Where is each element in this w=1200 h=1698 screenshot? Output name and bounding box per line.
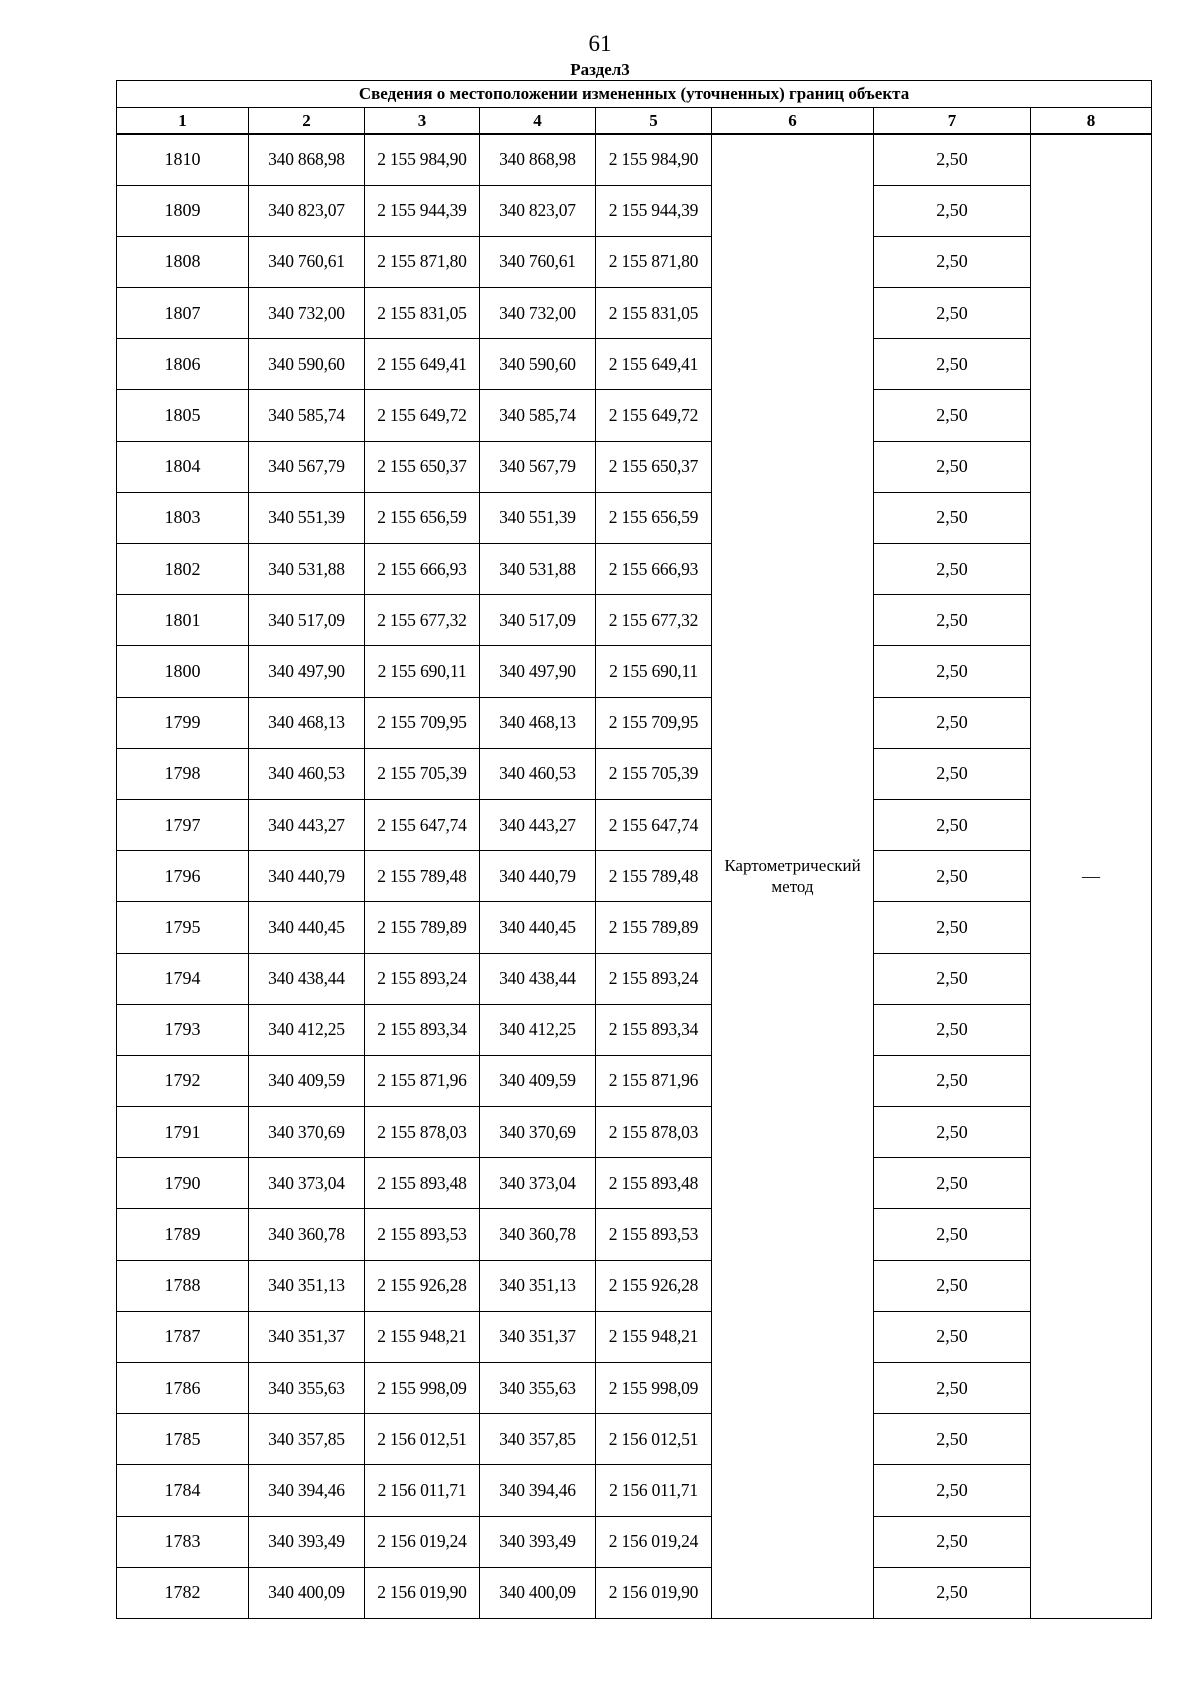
point-number-cell: 1805 — [117, 390, 249, 441]
boundary-coordinates-table — [116, 80, 1152, 1619]
point-number-cell: 1800 — [117, 646, 249, 697]
y-old-cell: 2 155 789,48 — [365, 851, 480, 902]
y-new-cell: 2 155 948,21 — [596, 1311, 712, 1362]
x-old-cell: 340 355,63 — [249, 1363, 365, 1414]
x-new-cell: 340 497,90 — [480, 646, 596, 697]
point-number-cell: 1789 — [117, 1209, 249, 1260]
accuracy-cell: 2,50 — [874, 1414, 1031, 1465]
y-new-cell: 2 155 831,05 — [596, 288, 712, 339]
y-old-cell: 2 156 019,24 — [365, 1516, 480, 1567]
x-new-cell: 340 517,09 — [480, 595, 596, 646]
table-row — [117, 1209, 1152, 1260]
accuracy-cell: 2,50 — [874, 1465, 1031, 1516]
y-new-cell: 2 155 649,41 — [596, 339, 712, 390]
table-row — [117, 1260, 1152, 1311]
x-new-cell: 340 760,61 — [480, 236, 596, 287]
accuracy-cell: 2,50 — [874, 595, 1031, 646]
table-row — [117, 1107, 1152, 1158]
accuracy-cell: 2,50 — [874, 339, 1031, 390]
accuracy-cell: 2,50 — [874, 748, 1031, 799]
column-8-cell — [1031, 134, 1152, 1618]
x-old-cell: 340 585,74 — [249, 390, 365, 441]
y-old-cell: 2 155 709,95 — [365, 697, 480, 748]
accuracy-cell: 2,50 — [874, 697, 1031, 748]
x-new-cell: 340 370,69 — [480, 1107, 596, 1158]
point-number-cell: 1783 — [117, 1516, 249, 1567]
y-old-cell: 2 155 984,90 — [365, 134, 480, 185]
column-number: 8 — [1031, 108, 1152, 135]
y-old-cell: 2 155 878,03 — [365, 1107, 480, 1158]
dash-value: — — [1082, 865, 1101, 886]
column-number: 4 — [480, 108, 596, 135]
y-new-cell: 2 155 984,90 — [596, 134, 712, 185]
column-number-row — [117, 108, 1152, 135]
table-row — [117, 1055, 1152, 1106]
y-new-cell: 2 155 893,24 — [596, 953, 712, 1004]
x-old-cell: 340 394,46 — [249, 1465, 365, 1516]
point-number-cell: 1801 — [117, 595, 249, 646]
y-old-cell: 2 155 998,09 — [365, 1363, 480, 1414]
point-number-cell: 1796 — [117, 851, 249, 902]
x-old-cell: 340 517,09 — [249, 595, 365, 646]
accuracy-cell: 2,50 — [874, 134, 1031, 185]
x-new-cell: 340 440,79 — [480, 851, 596, 902]
x-new-cell: 340 400,09 — [480, 1567, 596, 1618]
y-new-cell: 2 155 998,09 — [596, 1363, 712, 1414]
x-old-cell: 340 360,78 — [249, 1209, 365, 1260]
x-old-cell: 340 400,09 — [249, 1567, 365, 1618]
y-old-cell: 2 155 893,34 — [365, 1004, 480, 1055]
y-new-cell: 2 155 709,95 — [596, 697, 712, 748]
x-old-cell: 340 590,60 — [249, 339, 365, 390]
x-old-cell: 340 412,25 — [249, 1004, 365, 1055]
table-row — [117, 748, 1152, 799]
x-new-cell: 340 868,98 — [480, 134, 596, 185]
table-row — [117, 1567, 1152, 1618]
accuracy-cell: 2,50 — [874, 1260, 1031, 1311]
x-new-cell: 340 732,00 — [480, 288, 596, 339]
y-new-cell: 2 156 019,90 — [596, 1567, 712, 1618]
x-new-cell: 340 351,37 — [480, 1311, 596, 1362]
y-old-cell: 2 155 656,59 — [365, 492, 480, 543]
x-new-cell: 340 440,45 — [480, 902, 596, 953]
x-new-cell: 340 351,13 — [480, 1260, 596, 1311]
point-number-cell: 1797 — [117, 799, 249, 850]
y-old-cell: 2 155 649,72 — [365, 390, 480, 441]
y-new-cell: 2 156 019,24 — [596, 1516, 712, 1567]
table-row — [117, 697, 1152, 748]
x-old-cell: 340 373,04 — [249, 1158, 365, 1209]
x-new-cell: 340 373,04 — [480, 1158, 596, 1209]
y-new-cell: 2 155 677,32 — [596, 595, 712, 646]
x-old-cell: 340 409,59 — [249, 1055, 365, 1106]
table-row — [117, 544, 1152, 595]
point-number-cell: 1794 — [117, 953, 249, 1004]
x-old-cell: 340 440,45 — [249, 902, 365, 953]
x-old-cell: 340 551,39 — [249, 492, 365, 543]
y-old-cell: 2 155 650,37 — [365, 441, 480, 492]
y-new-cell: 2 155 893,53 — [596, 1209, 712, 1260]
table-row — [117, 492, 1152, 543]
x-old-cell: 340 823,07 — [249, 185, 365, 236]
y-new-cell: 2 155 789,89 — [596, 902, 712, 953]
table-row — [117, 646, 1152, 697]
point-number-cell: 1803 — [117, 492, 249, 543]
y-old-cell: 2 155 893,48 — [365, 1158, 480, 1209]
y-old-cell: 2 155 893,24 — [365, 953, 480, 1004]
y-new-cell: 2 155 871,80 — [596, 236, 712, 287]
point-number-cell: 1804 — [117, 441, 249, 492]
x-new-cell: 340 443,27 — [480, 799, 596, 850]
table-row — [117, 1363, 1152, 1414]
x-old-cell: 340 868,98 — [249, 134, 365, 185]
y-new-cell: 2 155 789,48 — [596, 851, 712, 902]
x-old-cell: 340 393,49 — [249, 1516, 365, 1567]
y-new-cell: 2 155 666,93 — [596, 544, 712, 595]
y-new-cell: 2 155 944,39 — [596, 185, 712, 236]
y-old-cell: 2 155 666,93 — [365, 544, 480, 595]
x-new-cell: 340 531,88 — [480, 544, 596, 595]
point-number-cell: 1791 — [117, 1107, 249, 1158]
accuracy-cell: 2,50 — [874, 1209, 1031, 1260]
x-new-cell: 340 551,39 — [480, 492, 596, 543]
table-row — [117, 441, 1152, 492]
page-number: 61 — [588, 31, 612, 56]
y-old-cell: 2 155 677,32 — [365, 595, 480, 646]
table-row — [117, 595, 1152, 646]
accuracy-cell: 2,50 — [874, 185, 1031, 236]
point-number-cell: 1790 — [117, 1158, 249, 1209]
y-new-cell: 2 155 893,48 — [596, 1158, 712, 1209]
y-old-cell: 2 156 011,71 — [365, 1465, 480, 1516]
y-old-cell: 2 155 926,28 — [365, 1260, 480, 1311]
x-old-cell: 340 438,44 — [249, 953, 365, 1004]
x-new-cell: 340 412,25 — [480, 1004, 596, 1055]
point-number-cell: 1807 — [117, 288, 249, 339]
table-row — [117, 185, 1152, 236]
y-old-cell: 2 155 871,80 — [365, 236, 480, 287]
y-old-cell: 2 155 789,89 — [365, 902, 480, 953]
x-old-cell: 340 497,90 — [249, 646, 365, 697]
point-number-cell: 1793 — [117, 1004, 249, 1055]
x-old-cell: 340 468,13 — [249, 697, 365, 748]
x-new-cell: 340 585,74 — [480, 390, 596, 441]
x-old-cell: 340 531,88 — [249, 544, 365, 595]
table-row — [117, 1516, 1152, 1567]
x-old-cell: 340 567,79 — [249, 441, 365, 492]
accuracy-cell: 2,50 — [874, 851, 1031, 902]
table-row — [117, 1465, 1152, 1516]
accuracy-cell: 2,50 — [874, 1004, 1031, 1055]
x-old-cell: 340 351,13 — [249, 1260, 365, 1311]
accuracy-cell: 2,50 — [874, 544, 1031, 595]
x-new-cell: 340 567,79 — [480, 441, 596, 492]
y-new-cell: 2 155 647,74 — [596, 799, 712, 850]
y-old-cell: 2 155 948,21 — [365, 1311, 480, 1362]
y-new-cell: 2 155 656,59 — [596, 492, 712, 543]
point-number-cell: 1808 — [117, 236, 249, 287]
y-new-cell: 2 155 649,72 — [596, 390, 712, 441]
y-old-cell: 2 155 690,11 — [365, 646, 480, 697]
accuracy-cell: 2,50 — [874, 646, 1031, 697]
x-new-cell: 340 823,07 — [480, 185, 596, 236]
point-number-cell: 1802 — [117, 544, 249, 595]
accuracy-cell: 2,50 — [874, 1567, 1031, 1618]
point-number-cell: 1806 — [117, 339, 249, 390]
point-number-cell: 1785 — [117, 1414, 249, 1465]
column-number: 1 — [117, 108, 249, 135]
y-new-cell: 2 156 011,71 — [596, 1465, 712, 1516]
x-new-cell: 340 394,46 — [480, 1465, 596, 1516]
point-number-cell: 1810 — [117, 134, 249, 185]
table-row — [117, 134, 1152, 185]
y-old-cell: 2 155 893,53 — [365, 1209, 480, 1260]
table-row — [117, 288, 1152, 339]
column-number: 6 — [712, 108, 874, 135]
column-number: 3 — [365, 108, 480, 135]
y-old-cell: 2 155 649,41 — [365, 339, 480, 390]
method-cell: Картометрический метод — [712, 134, 874, 1618]
table-row — [117, 1004, 1152, 1055]
x-new-cell: 340 355,63 — [480, 1363, 596, 1414]
table-row — [117, 851, 1152, 902]
y-new-cell: 2 155 871,96 — [596, 1055, 712, 1106]
point-number-cell: 1795 — [117, 902, 249, 953]
x-new-cell: 340 409,59 — [480, 1055, 596, 1106]
x-new-cell: 340 460,53 — [480, 748, 596, 799]
accuracy-cell: 2,50 — [874, 236, 1031, 287]
table-row — [117, 390, 1152, 441]
accuracy-cell: 2,50 — [874, 902, 1031, 953]
table-row — [117, 902, 1152, 953]
y-new-cell: 2 155 893,34 — [596, 1004, 712, 1055]
y-old-cell: 2 155 871,96 — [365, 1055, 480, 1106]
accuracy-cell: 2,50 — [874, 1311, 1031, 1362]
table-row — [117, 1158, 1152, 1209]
y-old-cell: 2 156 012,51 — [365, 1414, 480, 1465]
x-old-cell: 340 732,00 — [249, 288, 365, 339]
table-row — [117, 953, 1152, 1004]
y-new-cell: 2 155 650,37 — [596, 441, 712, 492]
y-old-cell: 2 155 705,39 — [365, 748, 480, 799]
x-new-cell: 340 438,44 — [480, 953, 596, 1004]
y-old-cell: 2 156 019,90 — [365, 1567, 480, 1618]
x-old-cell: 340 351,37 — [249, 1311, 365, 1362]
x-old-cell: 340 440,79 — [249, 851, 365, 902]
accuracy-cell: 2,50 — [874, 1363, 1031, 1414]
x-new-cell: 340 360,78 — [480, 1209, 596, 1260]
table-row — [117, 799, 1152, 850]
x-old-cell: 340 443,27 — [249, 799, 365, 850]
point-number-cell: 1786 — [117, 1363, 249, 1414]
x-old-cell: 340 460,53 — [249, 748, 365, 799]
y-new-cell: 2 155 926,28 — [596, 1260, 712, 1311]
y-new-cell: 2 155 878,03 — [596, 1107, 712, 1158]
point-number-cell: 1799 — [117, 697, 249, 748]
x-old-cell: 340 760,61 — [249, 236, 365, 287]
y-new-cell: 2 155 690,11 — [596, 646, 712, 697]
x-old-cell: 340 370,69 — [249, 1107, 365, 1158]
accuracy-cell: 2,50 — [874, 799, 1031, 850]
y-old-cell: 2 155 944,39 — [365, 185, 480, 236]
accuracy-cell: 2,50 — [874, 288, 1031, 339]
column-number: 5 — [596, 108, 712, 135]
point-number-cell: 1798 — [117, 748, 249, 799]
column-number: 7 — [874, 108, 1031, 135]
x-new-cell: 340 357,85 — [480, 1414, 596, 1465]
accuracy-cell: 2,50 — [874, 953, 1031, 1004]
accuracy-cell: 2,50 — [874, 390, 1031, 441]
point-number-cell: 1809 — [117, 185, 249, 236]
y-new-cell: 2 156 012,51 — [596, 1414, 712, 1465]
accuracy-cell: 2,50 — [874, 441, 1031, 492]
point-number-cell: 1787 — [117, 1311, 249, 1362]
accuracy-cell: 2,50 — [874, 492, 1031, 543]
x-new-cell: 340 468,13 — [480, 697, 596, 748]
accuracy-cell: 2,50 — [874, 1107, 1031, 1158]
table-row — [117, 1311, 1152, 1362]
y-new-cell: 2 155 705,39 — [596, 748, 712, 799]
section-title: Раздел3 — [570, 60, 630, 79]
table-row — [117, 236, 1152, 287]
table-row — [117, 1414, 1152, 1465]
y-old-cell: 2 155 831,05 — [365, 288, 480, 339]
accuracy-cell: 2,50 — [874, 1055, 1031, 1106]
point-number-cell: 1782 — [117, 1567, 249, 1618]
point-number-cell: 1784 — [117, 1465, 249, 1516]
table-caption: Сведения о местоположении измененных (уточненных) границ объекта — [117, 81, 1152, 108]
table-row — [117, 339, 1152, 390]
point-number-cell: 1792 — [117, 1055, 249, 1106]
y-old-cell: 2 155 647,74 — [365, 799, 480, 850]
column-number: 2 — [249, 108, 365, 135]
accuracy-cell: 2,50 — [874, 1516, 1031, 1567]
point-number-cell: 1788 — [117, 1260, 249, 1311]
accuracy-cell: 2,50 — [874, 1158, 1031, 1209]
x-new-cell: 340 590,60 — [480, 339, 596, 390]
x-old-cell: 340 357,85 — [249, 1414, 365, 1465]
x-new-cell: 340 393,49 — [480, 1516, 596, 1567]
